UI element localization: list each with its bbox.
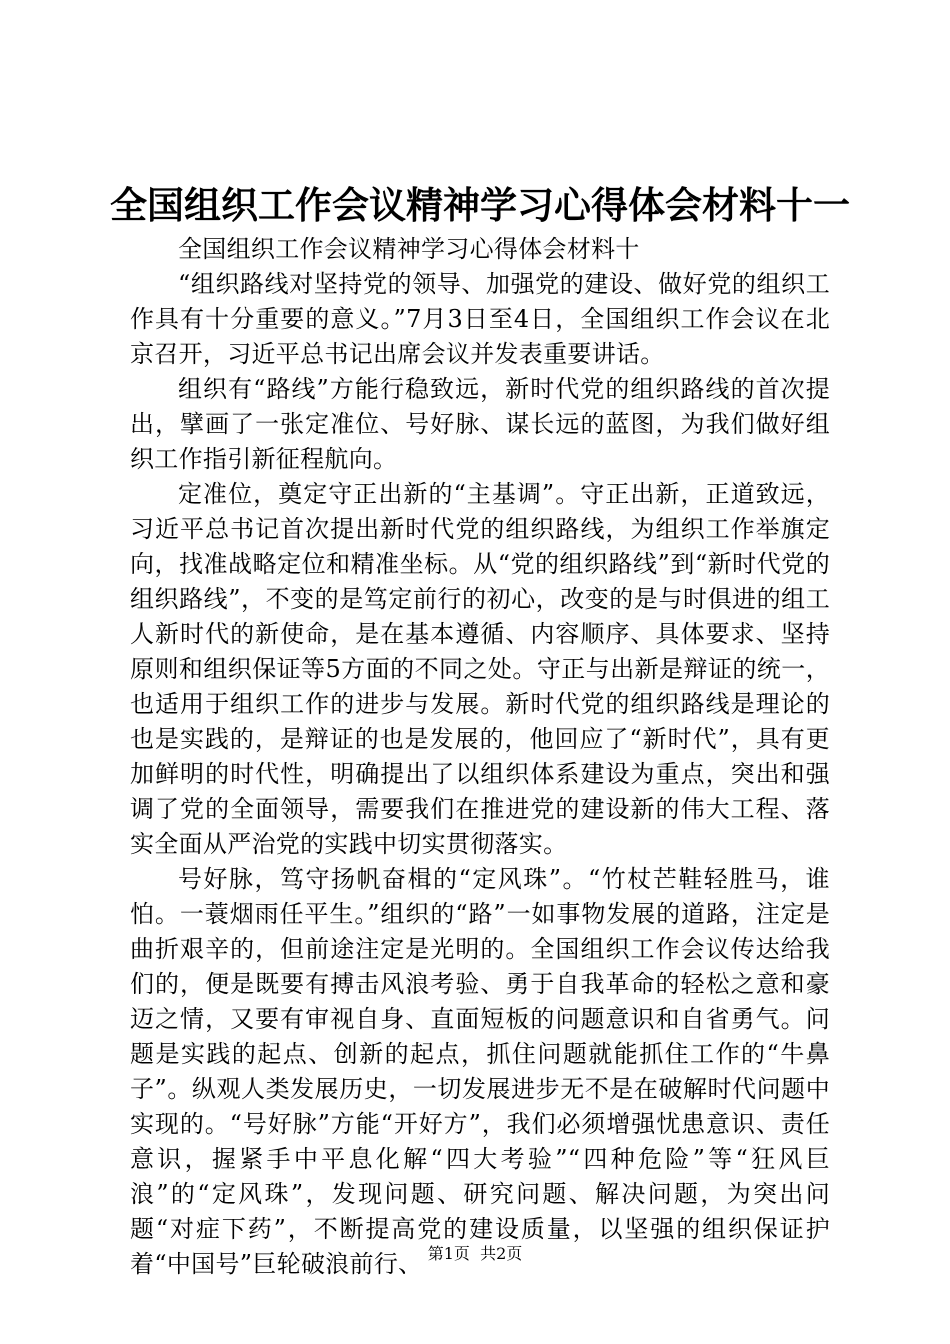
document-title: 全国组织工作会议精神学习心得体会材料十一 bbox=[110, 184, 850, 227]
paragraph-subtitle: 全国组织工作会议精神学习心得体会材料十 bbox=[178, 235, 640, 263]
paragraph-diagnosis: 号好脉，笃守扬帆奋楫的“定风珠”。“竹杖芒鞋轻胜马，谁怕。一蓑烟雨任平生。”组织的“路”一如事物发展的道路，注定是曲折艰辛的，但前途注定是光明的。全国组织工作会议传达给我们的，便是既要有搏击风浪考验、勇于自我革命的轻松之意和豪迈之情，又要有审视自身、直面短板的问题意识和自省勇气。问题是实践的起点、创新的起点，抓住问题就能抓住工作的“牛鼻子”。纵观人类发展历史，一切发展进步无不是在破解时代问题中实现的。“号好脉”方能“开好方”，我们必须增强忧患意识、责任意识，握紧手中平息化解“四大考验”“四种危险”等“狂风巨浪”的“定风珠”，发现问题、研究问题、解决问题，为突出问题“对症下药”，不断提高党的建设质量，以坚强的组织保证护着“中国号”巨轮破浪前行、 bbox=[130, 865, 830, 1278]
paragraph-positioning: 定准位，奠定守正出新的“主基调”。守正出新，正道致远，习近平总书记首次提出新时代党的组织路线，为组织工作举旗定向，找准战略定位和精准坐标。从“党的组织路线”到“新时代党的组织路线”，不变的是笃定前行的初心，改变的是与时俱进的组工人新时代的新使命，是在基本遵循、内容顺序、具体要求、坚持原则和组织保证等5方面的不同之处。守正与出新是辩证的统一，也适用于组织工作的进步与发展。新时代党的组织路线是理论的也是实践的，是辩证的也是发展的，他回应了“新时代”，具有更加鲜明的时代性，明确提出了以组织体系建设为重点，突出和强调了党的全面领导，需要我们在推进党的建设新的伟大工程、落实全面从严治党的实践中切实贯彻落实。 bbox=[130, 480, 830, 858]
document-body bbox=[130, 232, 830, 1282]
paragraph-route: 组织有“路线”方能行稳致远，新时代党的组织路线的首次提出，擘画了一张定准位、号好脉、谋长远的蓝图，为我们做好组织工作指引新征程航向。 bbox=[130, 375, 830, 473]
paragraph-intro: “组织路线对坚持党的领导、加强党的建设、做好党的组织工作具有十分重要的意义。”7月3日至4日，全国组织工作会议在北京召开，习近平总书记出席会议并发表重要讲话。 bbox=[130, 270, 830, 368]
page-footer: 第1页 共2页 bbox=[427, 1244, 523, 1263]
